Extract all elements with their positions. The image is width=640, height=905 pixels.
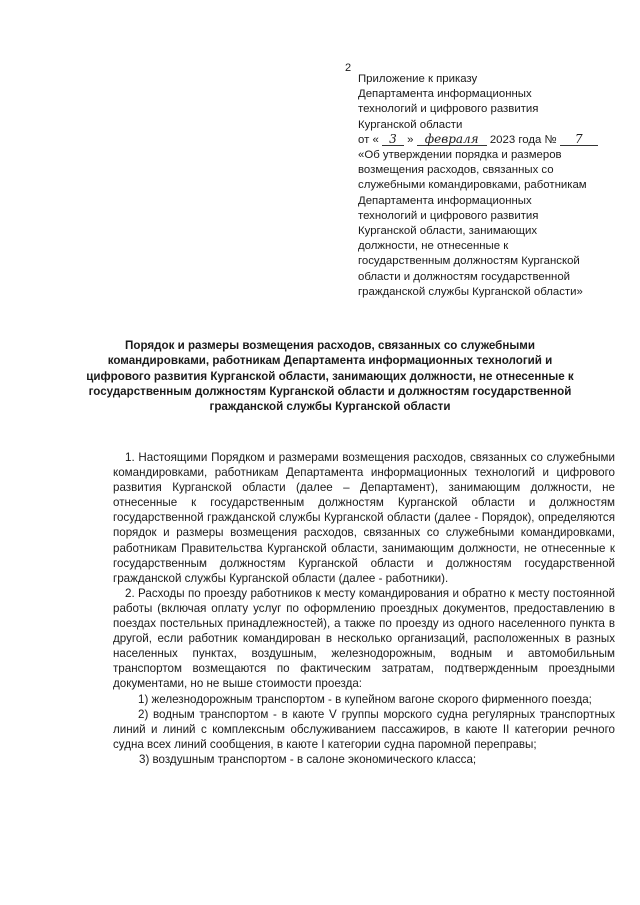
paragraph-2: 2. Расходы по проезду работников к месту командирования и обратно к месту постоянной работы (включая оплату услуг по оформлению проездных документов, предоставлению в поездах постельных принадлежностей), а также по проезду из одного населенного пункта в другой, если работник командирован в несколько организаций, расположенных в разных населенных пунктах, воздушным, железнодорожным, водным и автомобильным транспортом возмещаются по фактическим затратам, подтвержденным проездными документами, но не выше стоимости проезда: bbox=[113, 586, 615, 691]
date-day-handwritten: 3 bbox=[382, 133, 404, 146]
subject-line: технологий и цифрового развития bbox=[358, 209, 539, 222]
appendix-subject bbox=[358, 148, 620, 300]
order-number-handwritten: 7 bbox=[560, 133, 598, 146]
subject-line: «Об утверждении порядка и размеров bbox=[358, 149, 562, 162]
appendix-line: технологий и цифрового развития bbox=[358, 103, 539, 116]
subject-line: служебными командировками, работникам bbox=[358, 179, 587, 192]
list-item-1: 1) железнодорожным транспортом - в купейном вагоне скорого фирменного поезда; bbox=[138, 692, 592, 706]
subject-line: государственным должностям Курганской bbox=[358, 255, 580, 268]
list-item-2: 2) водным транспортом - в каюте V группы морского судна регулярных транспортных линий и линий с комплексным обслуживанием пассажиров, в каюте II категории речного судна всех линий сообщения, в каюте I категории судна паромной переправы; bbox=[113, 707, 615, 751]
subject-line: возмещения расходов, связанных со bbox=[358, 164, 554, 177]
appendix-line: Курганской области bbox=[358, 118, 463, 131]
date-mid: » bbox=[407, 133, 414, 146]
appendix-header bbox=[358, 72, 620, 300]
list-item-3: 3) воздушным транспортом - в салоне экономического класса; bbox=[139, 752, 477, 766]
date-month-handwritten: февраля bbox=[417, 133, 487, 146]
page-number: 2 bbox=[345, 62, 352, 74]
date-prefix: от « bbox=[358, 133, 379, 146]
appendix-line: Департамента информационных bbox=[358, 88, 532, 101]
subject-line: Департамента информационных bbox=[358, 194, 532, 207]
subject-line: гражданской службы Курганской области» bbox=[358, 285, 583, 298]
appendix-line: Приложение к приказу bbox=[358, 73, 478, 85]
document-body bbox=[113, 450, 615, 767]
document-title: Порядок и размеры возмещения расходов, связанных со служебными командировками, работникам Департамента информационных технологий и цифрового развития Курганской области, занимающих должности, не отнесенные к государственным должностям Курганской области и должностям государственной гражданской службы Курганской области bbox=[86, 339, 574, 414]
paragraph-1: 1. Настоящими Порядком и размерами возмещения расходов, связанных со служебными командировками, работникам Департамента информационных технологий и цифрового развития Курганской области (далее – Департамент), занимающим должности, не отнесенные к государственным должностям Курганской области и должностям государственной гражданской службы Курганской области (далее - Порядок), определяются порядок и размеры возмещения расходов, связанных со служебными командировками, работникам Правительства Курганской области, занимающим должности, не отнесенные к государственным должностям Курганской области и должностям государственной гражданской службы Курганской области (далее - работники). bbox=[113, 451, 615, 585]
subject-line: области и должностям государственной bbox=[358, 270, 571, 283]
subject-line: должности, не отнесенные к bbox=[358, 240, 509, 253]
subject-line: Курганской области, занимающих bbox=[358, 225, 538, 238]
date-year-text: 2023 года № bbox=[489, 133, 557, 146]
order-date-line bbox=[358, 133, 620, 148]
